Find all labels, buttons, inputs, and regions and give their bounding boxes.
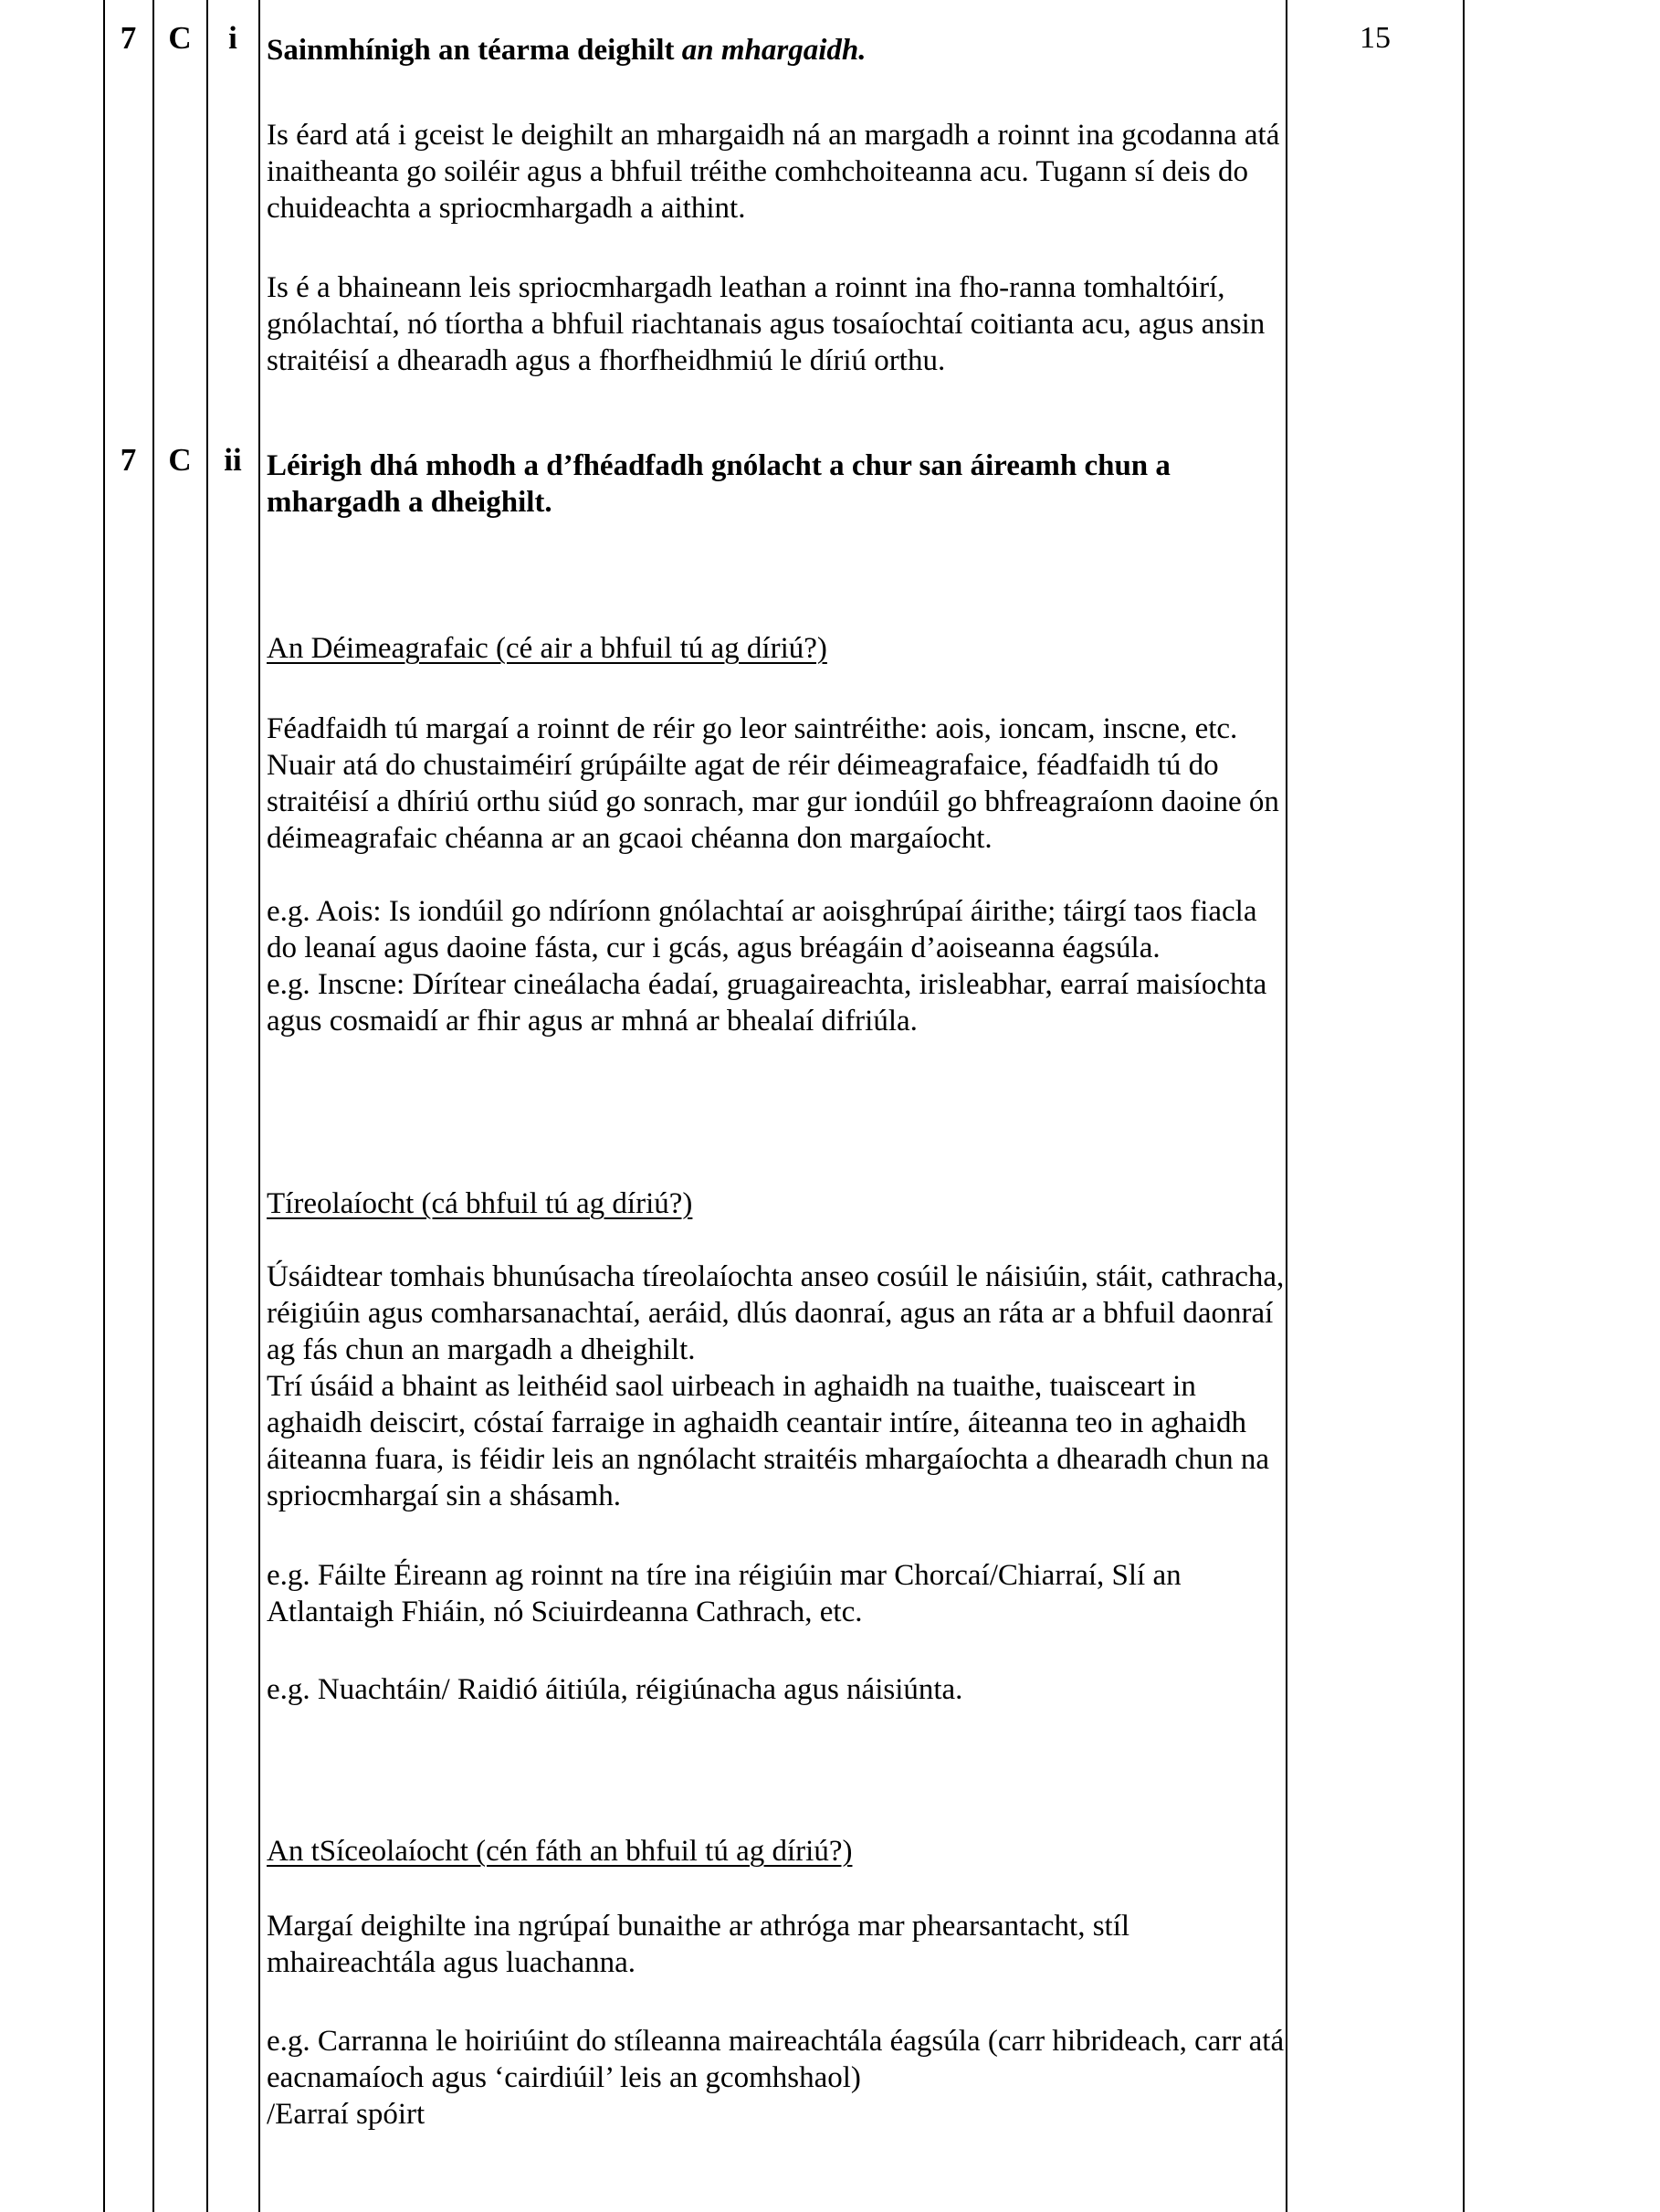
expansion-paragraph: Is é a bhaineann leis spriocmhargadh leathan a roinnt ina fho-ranna tomhaltóirí, gnólachtaí, nó tíortha a bhfuil riachtanais agus tosaíochtaí coitianta acu, agus ansin straitéisí a dhearadh agus a fhorfheidhmiú le díriú orthu. [267,271,1266,377]
question-number-cell: 7 [120,442,137,478]
question-heading-text: Sainmhínigh an téarma deighilt [267,34,682,67]
answer-content-row-2 [267,437,1294,2133]
subheading-demographic: An Déimeagrafaic (cé air a bhfuil tú ag díriú?) [267,632,827,665]
psychographic-example-sports: /Earraí spóirt [267,2098,426,2131]
geographic-paragraph-1: Úsáidtear tomhais bhunúsacha tíreolaíochta anseo cosúil le náisiúin, stáit, cathracha, réigiúin agus comharsanachtaí, aeráid, dlús daonraí, agus an ráta ar a bhfuil daonraí ag fás chun an margadh a dheighilt. [267,1260,1285,1366]
question-heading: Léirigh dhá mhodh a d’fhéadfadh gnólacht a chur san áireamh chun a mhargadh a dheighilt. [267,449,1171,519]
question-heading-term: an mhargaidh. [681,34,867,67]
psychographic-example-cars: e.g. Carranna le hoiriúint do stíleanna maireachtála éagsúla (carr hibrideach, carr atá eacnamaíoch agus ‘cairdiúil’ leis an gcomhshaol) [267,2025,1285,2094]
answer-content-row-1 [267,18,1294,379]
part-roman-cell: i [228,20,237,56]
definition-paragraph: Is éard atá i gceist le deighilt an mhargaidh ná an margadh a roinnt ina gcodanna atá inaitheanta go soiléir agus a bhfuil tréithe comhchoiteanna acu. Tugann sí deis do chuideachta a spriocmhargadh a aithint. [267,119,1280,225]
marks-value: 15 [1360,21,1391,55]
part-roman-cell: ii [224,442,242,478]
geographic-example-regions: e.g. Fáilte Éireann ag roinnt na tíre ina réigiúin mar Chorcaí/Chiarraí, Slí an Atlantaigh Fhiáin, nó Sciuirdeanna Cathrach, etc. [267,1559,1182,1628]
subheading-psychographic: An tSíceolaíocht (cén fáth an bhfuil tú ag díriú?) [267,1835,853,1868]
demographic-example-gender: e.g. Inscne: Dírítear cineálacha éadaí, gruagaireachta, irisleabhar, earraí maisíochta agus cosmaidí ar fhir agus ar mhná ar bhealaí difriúla. [267,968,1267,1038]
geographic-example-media: e.g. Nuachtáin/ Raidió áitiúla, réigiúnacha agus náisiúnta. [267,1673,963,1706]
question-number-cell: 7 [120,20,137,56]
section-letter-cell: C [168,442,192,478]
table-rule-part-content [258,0,260,2212]
table-rule-right [1463,0,1465,2212]
table-rule-question-section [152,0,154,2212]
subheading-geographic: Tíreolaíocht (cá bhfuil tú ag díriú?) [267,1187,693,1220]
psychographic-paragraph: Margaí deighilte ina ngrúpaí bunaithe ar athróga mar phearsantacht, stíl mhaireachtála agus luachanna. [267,1910,1130,1979]
table-rule-section-part [206,0,208,2212]
demographic-example-age: e.g. Aois: Is iondúil go ndíríonn gnólachtaí ar aoisghrúpaí áirithe; táirgí taos fiacla do leanaí agus daoine fásta, cur i gcás, agus bréagáin d’aoiseanna éagsúla. [267,895,1257,964]
geographic-paragraph-2: Trí úsáid a bhaint as leithéid saol uirbeach in aghaidh na tuaithe, tuaisceart in aghaidh deiscirt, cóstaí farraige in aghaidh ceantair intíre, áiteanna teo in aghaidh áiteanna fuara, is féidir leis an ngnólacht straitéis mhargaíochta a dhearadh chun na spriocmhargaí sin a shásamh. [267,1370,1270,1512]
demographic-paragraph: Féadfaidh tú margaí a roinnt de réir go leor saintréithe: aois, ioncam, inscne, etc. Nuair atá do chustaiméirí grúpáilte agat de réir déimeagrafaice, féadfaidh tú do straitéisí a dhíriú orthu siúd go sonrach, mar gur iondúil go bhfreagraíonn daoine ón déimeagrafaic chéanna ar an gcaoi chéanna don margaíocht. [267,712,1279,855]
table-rule-left [103,0,105,2212]
section-letter-cell: C [168,20,192,56]
question-heading [267,32,1294,68]
